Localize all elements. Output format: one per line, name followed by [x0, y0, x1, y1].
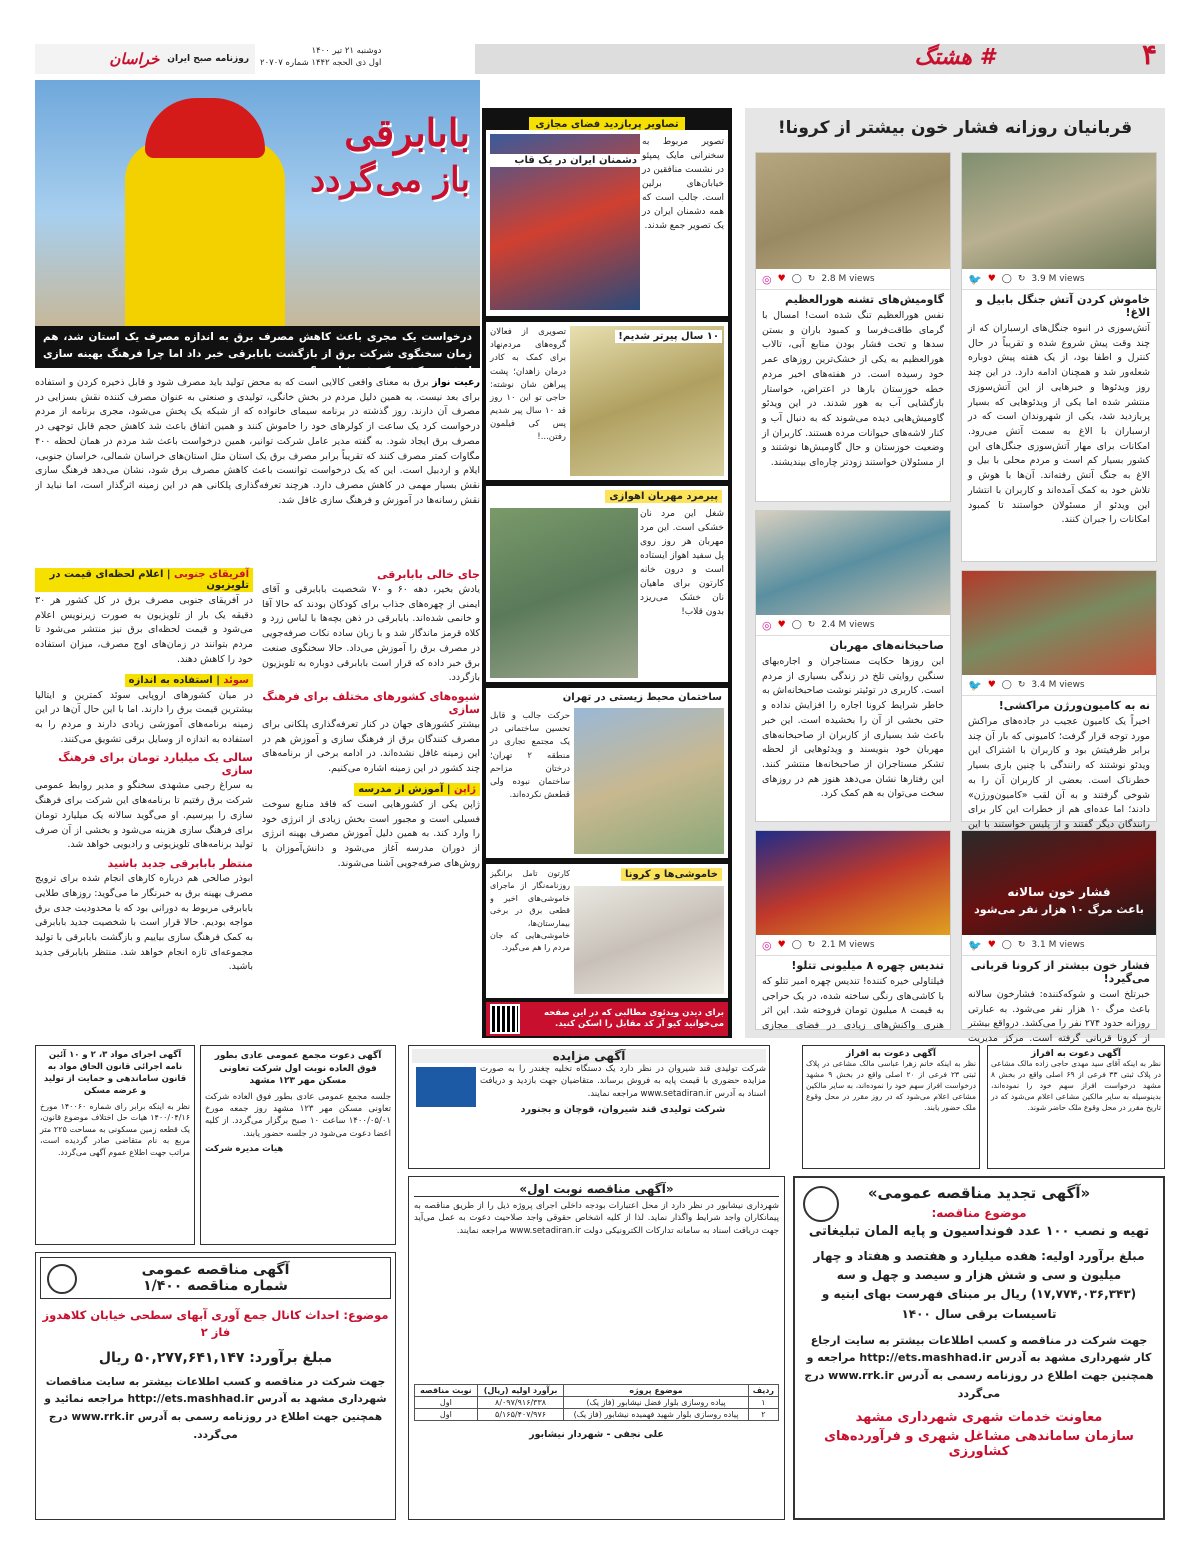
section1-body: یادش بخیر، دهه ۶۰ و ۷۰ شخصیت بابابرقی و آقای ایمنی از چهره‌های جذاب برای کودکان بودند که حالا آقا و خانمی شده‌اند. بابابرقی در ذهن بچه‌ها با لباس زرد و کلاه قرمز ماندگار شد و با زبان ساده نکات صرفه‌جویی در مصرف برق را آموزش می‌داد. حالا سخنگوی صنعت برق خبر داده که قرار است بابابرقی دوباره به تلویزیون بازگردد.: [262, 584, 480, 684]
qr-text: برای دیدن ویدئوی مطالبی که در این صفحه می‌خوانید کیو آر کد مقابل را اسکن کنید.: [543, 1007, 724, 1029]
ad-d-org2: سازمان ساماندهی مشاغل شهری و فرآورده‌های کشاورزی: [824, 1429, 1134, 1460]
viral-image-5: [574, 886, 724, 994]
section2-body: بیشتر کشورهای جهان در کنار تعرفه‌گذاری پلکانی برای مصرف کنندگان برق از فرهنگ سازی و آموزش هم در این زمینه غافل نشده‌اند. در ادامه برخی از برنامه‌های چند کشور در این زمینه اشاره می‌کنیم.: [262, 719, 480, 775]
story-metrics-3: [962, 675, 1156, 695]
page-number: ۴: [1141, 38, 1157, 71]
lead-article: [35, 80, 480, 1038]
lead-image-helmet: [145, 98, 265, 158]
ad-c-title: آگهی مزایده: [412, 1049, 766, 1063]
heart-icon: ♥: [777, 940, 786, 950]
table-header-cell: موضوع پروژه: [564, 1385, 748, 1397]
share-icon: ↻: [1017, 680, 1026, 690]
story-image-1: [962, 153, 1156, 269]
lead-title-line1: بابابرقی: [344, 110, 470, 155]
japan-body: ژاپن یکی از کشورهایی است که فاقد منابع سوخت فسیلی است و مجبور است بخش زیادی از انرژی خود را وارد کند. به همین دلیل آموزش مصرف بهینه انرژی از دوران مدرسه آغاز می‌شود و دانش‌آموزان با روش‌های صرفه‌جویی آشنا می‌شوند.: [262, 798, 480, 869]
municipality-logo-icon: [803, 1186, 839, 1222]
viral-image-3: [490, 508, 638, 678]
section4-title: منتظر بابابرقی جدید باشید: [107, 857, 253, 871]
ad-e-body: شهرداری نیشابور در نظر دارد از محل اعتبارات بودجه داخلی اجرای پروژه ذیل را از طریق مناقصه به پیمانکاران واجد شرایط واگذار نماید. لذا از کلیه اشخاص حقوقی واجد صلاحیت دعوت به عمل می‌آید جهت دریافت اسناد به سامانه تدارکات الکترونیکی دولت www.setadiran.ir مراجعه نمایند.: [414, 1201, 779, 1236]
table-cell: پیاده روسازی بلوار شهید فهمیده نیشابور (فاز یک): [564, 1409, 748, 1421]
sweden-title: استفاده به اندازه: [128, 674, 213, 686]
story-title-1: خاموش کردن آتش جنگل بابیل و الاغ!: [962, 289, 1156, 322]
sweden-body: در میان کشورهای اروپایی سوئد کمترین و ایتالیا بیشترین قیمت برق را دارند. اما با این حال آن‌ها در این زمینه برنامه‌های آموزشی زیادی دارند و مردم را به استفاده به اندازه از وسایل برقی تشویق می‌کنند.: [35, 689, 253, 745]
ad-h-budget: مبلغ برآورد: ۵۰,۲۷۷,۶۴۱,۱۴۷ ریال: [98, 1349, 333, 1366]
table-header-cell: ردیف: [748, 1385, 778, 1397]
ad-d-budget: مبلغ برآورد اولیه: هفده میلیارد و هفتصد و هفتاد و چهار میلیون و سی و شش هزار و سیصد و چهل و سه (۱۷,۷۷۴,۰۳۶,۳۴۳) ریال بر مبنای فهرست بهای ابنیه و تاسیسات برقی سال ۱۴۰۰: [813, 1249, 1145, 1321]
section-title: # هشتگ: [914, 45, 995, 70]
right-column-title: قربانیان روزانه فشار خون بیشتر از کرونا!: [777, 118, 1133, 138]
comment-icon: ◯: [791, 620, 802, 630]
ad-h-title2: شماره مناقصه ۱/۴۰۰: [143, 1278, 288, 1294]
header-bar: [35, 38, 1165, 74]
table-row: [415, 1409, 779, 1421]
table-cell: اول: [415, 1409, 478, 1421]
story-card-6: [755, 830, 951, 1030]
twitter-icon: 🐦: [968, 938, 982, 952]
share-icon: ↻: [1017, 274, 1026, 284]
viral-title-5: خاموشی‌ها و کرونا: [621, 868, 722, 881]
story-body-3: اخیراً یک کامیون عجیب در جاده‌های مراکش مورد توجه قرار گرفت؛ کامیونی که بار آن چند برابر ظرفیتش بود و کاربران با اشتراک این ویدئو نوشتند که رانندگی با چنین باری بسیار خطرناک است. بعضی از کاربران آن را به شوخی گرفتند و به آن لقب «کامیون‌ورژن» دادند؛ اما عده‌ای هم از خطرات این کار برای رانندگان دیگر گفتند و از پلیس خواستند با این: [968, 716, 1150, 831]
lead-intro: [35, 376, 480, 556]
ad-d-subject: تهیه و نصب ۱۰۰ عدد فونداسیون و پایه المان تبلیغاتی: [808, 1224, 1150, 1239]
comment-icon: ◯: [791, 274, 802, 284]
paper-sub: روزنامه صبح ایران: [167, 54, 249, 64]
heart-icon: ♥: [987, 274, 996, 284]
table-header-cell: برآورد اولیه (ریال): [477, 1385, 564, 1397]
story-title-6: تندیس چهره ۸ میلیونی تتلو!: [756, 955, 950, 975]
story-title-4: صاحبخانه‌های مهربان: [756, 635, 950, 655]
lead-subtitle: درخواست یک مجری باعث کاهش مصرف برق به اندازه مصرف یک استان شد، هم زمان سخنگوی شرکت برق از بازگشت بابابرقی خبر داد اما چرا فرهنگ بهینه سازی انرژی در کشور کم فروغ است؟: [35, 326, 480, 368]
ad-b-title: آگهی دعوت به افراز: [846, 1049, 936, 1059]
table-cell: ۸/۰۹۷/۹۱۶/۳۳۸: [477, 1397, 564, 1409]
sa-title: اعلام لحظه‌ای قیمت در تلویزیون: [49, 569, 249, 591]
viral-caption-2: تصویری از فعالان گروه‌های مردم‌نهاد برای کمک به کادر درمان زاهدان؛ پشت پیراهن شان نوشته: حاجی تو این ۱۰ روز قد ۱۰ سال پیر شدیم پس کی فیلمون رفتن...!: [490, 327, 566, 443]
section1-title: جای خالی بابابرقی: [377, 568, 480, 581]
table-header-row: [415, 1385, 779, 1397]
section4-body: ابوذر صالحی هم درباره کارهای انجام شده برای ترویج مصرف بهینه برق به خبرنگار ما می‌گوید: روزهای طلایی بابابرقی مربوط به دورانی بود که با محدودیت جدی برق مواجه بودیم. حالا قرار است با شخصیت جدید بابابرقی به کمک فرهنگ سازی بیاییم و بازگشت بابابرقی با تولید مجموعه‌ای تازه انجام خواهد شد. منتظر بابابرقی جدید باشید.: [35, 873, 253, 973]
paper-logo: [35, 44, 255, 74]
twitter-icon: 🐦: [968, 678, 982, 692]
story-body-1: آتش‌سوزی در انبوه جنگل‌های ارسباران که از چند وقت پیش شروع شده و تقریباً در حال کنترل و اطفا بود، از یک هفته پیش دوباره شعله‌ور شد و همچنان ادامه دارد. در این چند روز ویدئوها و خبرهایی از این آتش‌سوزی منتشر شده اما یکی از ویدئوهایی که بسیار پربازدید شد، یکی از شهروندان است که در ارسباران با الاغ به سمت آتش می‌رود. امکانات برای مهار آتش‌سوزی جنگل‌های این کشور بسیار کم است و مردم محلی با بیل و الاغ به جنگ آتش رفته‌اند. آن‌ها با هوش و تلاش خود به کمک آمده‌اند و کاربران با انتشار این ویدئو از مسئولان خواستند تا کمبود امکانات را جبران کنند.: [968, 323, 1150, 526]
author-name: رعیت نواز: [432, 377, 480, 388]
story-body-5: خبرتلخ است و شوکه‌کننده: فشارخون سالانه باعث مرگ ۱۰ هزار نفر می‌شود. به عبارتی روزانه حدود ۲۷۴ نفر را می‌کشد. درواقع بیشتر از کرونا قربانی گرفته است. مرکز مدیریت: [968, 989, 1150, 1044]
lead-image: [35, 80, 480, 326]
viral-item-3: [486, 486, 728, 682]
lead-col-left: [35, 564, 253, 1038]
ad-a-title: آگهی دعوت به افراز: [1031, 1049, 1121, 1059]
middle-column: [482, 108, 732, 1038]
lead-title-line2: باز می‌گردد: [310, 160, 470, 200]
story-metrics-6: [756, 935, 950, 955]
ad-f-sign: هیات مدیره شرکت: [205, 1144, 284, 1155]
story-image-2: [756, 153, 950, 269]
middle-strip-title: تصاویر پربازدید فضای مجازی: [486, 112, 728, 132]
instagram-icon: ◎: [762, 272, 772, 286]
story-card-3: [961, 570, 1157, 831]
heart-icon: ♥: [777, 620, 786, 630]
story-body-2: نفس هورالعظیم تنگ شده است! امسال با گرمای طاقت‌فرسا و کمبود باران و بستن سدها و تحت فشار بودن منابع آبی، تالاب هورالعظیم به یکی از خشک‌ترین روزهای عمر خود رسیده است. در هفته‌های اخیر مردم خطه خوزستان بارها در اعتراض، خواستار بازگشایی آب به هور شدند. در این ویدئو گاومیش‌هایی دیده می‌شوند که به دنبال آب و کنار لاشه‌های حیوانات مرده هستند. کاربران از وضعیت خوزستان و حال گاومیش‌ها نوشتند و از مسئولان خواستند زودتر چاره‌ای بیندیشند.: [762, 310, 944, 469]
ad-g-body: نظر به اینکه برابر رای شماره ۱۴۰۰۶۰ مورخ ۱۴۰۰/۰۴/۱۶ هیات حل اختلاف موضوع قانون، یک قطعه زمین مسکونی به مساحت ۲۲۵ متر مربع به نام متقاضی صادر گردیده است، مراتب جهت اطلاع عموم آگهی می‌گردد.: [40, 1101, 191, 1157]
ad-d-org1: معاونت خدمات شهری شهرداری مشهد: [855, 1410, 1103, 1426]
views-count: 2.8 M views: [821, 274, 875, 284]
comment-icon: ◯: [1001, 680, 1012, 690]
story-image-4: [756, 511, 950, 615]
viral-item-1: [486, 130, 728, 316]
ad-partition-b: [802, 1045, 980, 1169]
story-title-3: نه به کامیون‌ورژن مراکشی!: [962, 695, 1156, 715]
ad-general-tender: [35, 1252, 396, 1520]
twitter-icon: 🐦: [968, 272, 982, 286]
right-column: [745, 108, 1165, 1044]
ad-a-body: نظر به اینکه آقای سید مهدی حاجی زاده مالک مشاعی در پلاک ثبتی ۳۳ فرعی از ۶۹ اصلی واقع در بخش ۸ مشهد درخواست افراز سهم خود را نموده‌اند، بدینوسیله به سایر مالکین مشاعی اعلام می‌شود که در تاریخ مقرر در محل وقوع ملک حاضر شوند.: [991, 1059, 1162, 1112]
story-title-2: گاومیش‌های تشنه هورالعظیم: [756, 289, 950, 309]
story-metrics-5: [962, 935, 1156, 955]
ad-h-title1: آگهی مناقصه عمومی: [141, 1262, 290, 1278]
ad-c-body: شرکت تولیدی قند شیروان در نظر دارد یک دستگاه تخلیه چغندر را به صورت مزایده حضوری با قیمت پایه به فروش برساند. متقاضیان جهت بازدید و دریافت اسناد به آدرس www.setadiran.ir مراجعه نمایند.: [480, 1064, 766, 1099]
sa-body: در آفریقای جنوبی مصرف برق در کل کشور هر ۳۰ دقیقه یک بار از تلویزیون به صورت زیرنویس اعلام می‌شود و قیمت لحظه‌ای برق نیز منتشر می‌شود تا مردم بتوانند در زمان‌های اوج مصرف، میزان استفاده خود را کاهش دهند.: [35, 595, 253, 665]
ad-e-title: «آگهی مناقصه نوبت اول»: [414, 1182, 779, 1197]
story-metrics-2: [756, 269, 950, 289]
section3-title: سالی یک میلیارد تومان برای فرهنگ سازی: [58, 751, 253, 778]
ad-b-body: نظر به اینکه خانم زهرا عباسی مالک مشاعی در پلاک ثبتی ۲۳ فرعی از ۲۰ اصلی واقع در بخش ۹ مشهد درخواست افراز سهم خود را نموده‌اند، به سایر مالکین مشاعی اعلام می‌شود که در روز مقرر در محل وقوع ملک حضور یابند.: [806, 1059, 976, 1112]
ad-h-info: جهت شرکت در مناقصه و کسب اطلاعات بیشتر به سایت مناقصات شهرداری مشهد به آدرس http://ets.mashhad.ir مراجعه نمائید و همچنین جهت اطلاع در روزنامه رسمی به آدرس www.rrk.ir درج می‌گردد.: [44, 1375, 387, 1442]
image-text-1: فشار خون سالانه: [1007, 885, 1111, 899]
qr-box: [486, 1002, 728, 1036]
heart-icon: ♥: [777, 274, 786, 284]
viral-caption-3: شغل این مرد نان خشکی است. این مرد مهربان هر روز روی پل سفید اهواز ایستاده است و درون خانه کارتون برای ماهیان نان خشک می‌ریزد بدون قلاب!: [640, 509, 724, 617]
image-text-2: باعث مرگ ۱۰ هزار نفر می‌شود: [974, 903, 1144, 916]
ad-general-meeting: [200, 1045, 396, 1245]
ad-auction: [408, 1045, 770, 1169]
viral-item-2: [486, 322, 728, 480]
table-cell: ۵/۱۶۵/۴۰۷/۹۷۶: [477, 1409, 564, 1421]
sa-heading: آفریقای جنوبی | اعلام لحظه‌ای قیمت در تلویزیون: [35, 568, 253, 592]
ad-f-title: آگهی دعوت مجمع عمومی عادی بطور فوق العاده نوبت اول شرکت تعاونی مسکن مهر ۱۲۳ مشهد: [214, 1051, 382, 1087]
section2-title: شیوه‌های کشورهای مختلف برای فرهنگ سازی: [262, 690, 480, 717]
story-image-3: [962, 571, 1156, 675]
ad-housing-law: [35, 1045, 195, 1245]
japan-heading: ژاپن | آموزش از مدرسه: [354, 783, 480, 796]
story-body-6: فیلتاولی خیره کننده! تندیس چهره امیر تتلو که با کاشی‌های رنگی ساخته شده، در یک حراجی به قیمت ۸ میلیون تومان فروخته شد. این اثر هنری واکنش‌های زیادی در فضای مجازی: [762, 976, 944, 1031]
story-title-5: فشار خون بیشتر از کرونا قربانی می‌گیرد!: [962, 955, 1156, 988]
views-count: 3.4 M views: [1031, 680, 1085, 690]
story-image-6: [756, 831, 950, 935]
sweden-tag: سوئد: [223, 674, 249, 686]
share-icon: ↻: [807, 274, 816, 284]
viral-caption-5: کارتون تامل برانگیز روزنامه‌نگار از ماجرای خاموشی‌های اخیر و قطعی برق در برخی بیمارستان‌ها، خاموشی‌هایی که جان مردم را هم می‌گیرد.: [490, 869, 570, 953]
table-cell: ۲: [748, 1409, 778, 1421]
views-count: 2.4 M views: [821, 620, 875, 630]
story-metrics-1: [962, 269, 1156, 289]
viral-title-1: دشمنان ایران در یک قاب: [490, 154, 640, 167]
viral-caption-1: تصویر مربوط به سخنرانی مایک پمپئو در نشست منافقین در خیابان‌های برلین است. جالب است که همه دشمنان ایران در یک تصویر جمع شدند.: [642, 137, 724, 231]
ad-g-title: آگهی اجرای مواد ۳، ۲ و ۱۰ آئین نامه اجرائی قانون الحاق مواد به قانون ساماندهی و حمایت از تولید و عرضه مسکن: [43, 1050, 187, 1096]
date-line2: اول ذی الحجه ۱۴۴۲ شماره ۲۰۷۰۷: [260, 57, 382, 68]
table-header-cell: نوبت مناقصه: [415, 1385, 478, 1397]
story-card-2: [755, 152, 951, 502]
ad-partition-a: [987, 1045, 1165, 1169]
ad-e-table: [414, 1384, 779, 1421]
paper-name: خراسان: [109, 50, 160, 68]
table-cell: اول: [415, 1397, 478, 1409]
ad-d-title: «آگهی تجدید مناقصه عمومی»: [867, 1184, 1091, 1202]
instagram-icon: ◎: [762, 938, 772, 952]
viral-image-2: [570, 326, 724, 476]
story-metrics-4: [756, 615, 950, 635]
lead-image-figure: [125, 140, 285, 326]
ad-c-org: شرکت تولیدی قند شیروان، قوچان و بجنورد: [520, 1103, 726, 1115]
ad-d-subject-label: موضوع مناقصه:: [931, 1206, 1027, 1220]
share-icon: ↻: [807, 620, 816, 630]
ad-e-sign: علی نجفی - شهردار نیشابور: [529, 1429, 664, 1440]
table-row: [415, 1397, 779, 1409]
qr-code-icon[interactable]: [490, 1004, 520, 1034]
views-count: 2.1 M views: [821, 940, 875, 950]
ad-d-info: جهت شرکت در مناقصه و کسب اطلاعات بیشتر به سایت ارجاع کار شهرداری مشهد به آدرس http://ets.mashhad.ir مراجعه و همچنین جهت اطلاع در روزنامه رسمی به آدرس www.rrk.ir درج می‌گردد: [804, 1333, 1154, 1400]
views-count: 3.1 M views: [1031, 940, 1085, 950]
date-line1: دوشنبه ۲۱ تیر ۱۴۰۰: [311, 46, 382, 56]
comment-icon: ◯: [1001, 940, 1012, 950]
date-block: [260, 46, 381, 70]
heart-icon: ♥: [987, 940, 996, 950]
comment-icon: ◯: [791, 940, 802, 950]
viral-image-4: [574, 708, 724, 854]
japan-tag: ژاپن: [454, 783, 476, 795]
instagram-icon: ◎: [762, 618, 772, 632]
heart-icon: ♥: [987, 680, 996, 690]
ad-f-body: جلسه مجمع عمومی عادی بطور فوق العاده شرکت تعاونی مسکن مهر ۱۲۳ مشهد روز جمعه مورخ ۱۴۰۰/۰۵/۰۱ ساعت ۱۰ صبح برگزار می‌گردد. از کلیه اعضا دعوت می‌شود در جلسه حضور یابند.: [205, 1091, 391, 1139]
ad-tender-renewal: [793, 1176, 1165, 1520]
sugar-logo-icon: [416, 1067, 476, 1107]
ad-h-header: [40, 1257, 391, 1299]
viral-title-2: ۱۰ سال پیرتر شدیم!: [615, 330, 722, 343]
table-cell: پیاده روسازی بلوار فضل نیشابور (فاز یک): [564, 1397, 748, 1409]
story-card-1: [961, 152, 1157, 562]
story-card-4: [755, 510, 951, 822]
ad-h-subject: موضوع: احداث کانال جمع آوری آبهای سطحی خیابان کلاهدوز فاز ۲: [42, 1308, 389, 1340]
lead-col-right: [262, 564, 480, 1038]
comment-icon: ◯: [1001, 274, 1012, 284]
municipality-logo-icon: [47, 1264, 77, 1294]
section3-body: به سراغ رجبی مشهدی سخنگو و مدیر روابط عمومی شرکت برق رفتیم تا برنامه‌های این شرکت برای فرهنگ سازی را بپرسیم. او می‌گوید سالانه یک میلیارد تومان برای فرهنگ سازی هزینه می‌شود و بخشی از آن صرف تولید برنامه‌های تلویزیونی و رادیویی خواهد شد.: [35, 780, 253, 851]
story-image-5: [962, 831, 1156, 935]
viral-item-4: [486, 688, 728, 858]
ad-tender-first: [408, 1176, 785, 1520]
table-cell: ۱: [748, 1397, 778, 1409]
sa-tag: آفریقای جنوبی: [174, 569, 249, 580]
sweden-heading: سوئد | استفاده به اندازه: [125, 674, 253, 687]
japan-title: آموزش از مدرسه: [358, 783, 444, 795]
viral-caption-4: حرکت جالب و قابل تحسین ساختمانی در یک مجتمع تجاری در منطقه ۲ تهران؛ درختان مزاحم ساختمان نبوده ولی قطعش نکرده‌اند.: [490, 711, 570, 801]
share-icon: ↻: [807, 940, 816, 950]
intro-text: برق به معنای واقعی کالایی است که به محض تولید باید مصرف شود و قابل ذخیره کردن و استفاده برای بعد نیست. به همین دلیل مردم در بخش خانگی، تولیدی و صنعتی به عنوان مصرف کننده نقش بسزایی در مصرف آن دارند. روز گذشته در برنامه سیمای خانواده که از شبکه یک پخش می‌شود، مجری برنامه از مردم درخواست کرد یک ساعت از کولرهای خود را خاموش کنند و همین اتفاق باعث شد کاهش حجم قابل توجهی در مصرف برق ایجاد شود. به گفته مدیر عامل شرکت توانیر، همین درخواست باعث شد مردم در همان لحظه ۴۰۰ مگاوات کمتر مصرف کنند که تقریباً برابر مصرف برق یک استان مثل استان‌های خراسان شمالی، خراسان جنوبی، ایلام و اردبیل است. این که یک درخواست توانست باعث کاهش مصرف برق شود، نشان می‌دهد فرهنگ سازی نقش بسیار مهمی در کاهش مصرف دارد. هرچند تعرفه‌گذاری پلکانی هم در این زمینه اثرگذار است، اما نباید از نقش رسانه‌ها در آموزش و فرهنگ سازی غافل شد.: [35, 377, 480, 506]
viral-item-5: [486, 864, 728, 998]
share-icon: ↻: [1017, 940, 1026, 950]
story-card-5: [961, 830, 1157, 1044]
viral-title-4: ساختمان محیط زیستی در تهران: [562, 692, 722, 703]
views-count: 3.9 M views: [1031, 274, 1085, 284]
viral-title-3: پیرمرد مهربان اهوازی: [605, 490, 722, 503]
story-body-4: این روزها حکایت مستاجران و اجاره‌بهای سنگین روایتی تلخ در زندگی بسیاری از مردم است. کاربری در توئیتر نوشت صاحبخانه‌اش به خاطر شرایط کرونا اجاره را افزایش نداده و حتی بخشی از آن را بخشیده است. این خبر باعث شد بسیاری از کاربران از صاحبخانه‌های مهربان خود بنویسند و ویدئوهایی از لحظه تشکر مستاجران از صاحبخانه‌ها منتشر کنند. این رفتارها نشان می‌دهد هنوز هم در روزهای سخت می‌توان به هم کمک کرد.: [762, 656, 944, 800]
